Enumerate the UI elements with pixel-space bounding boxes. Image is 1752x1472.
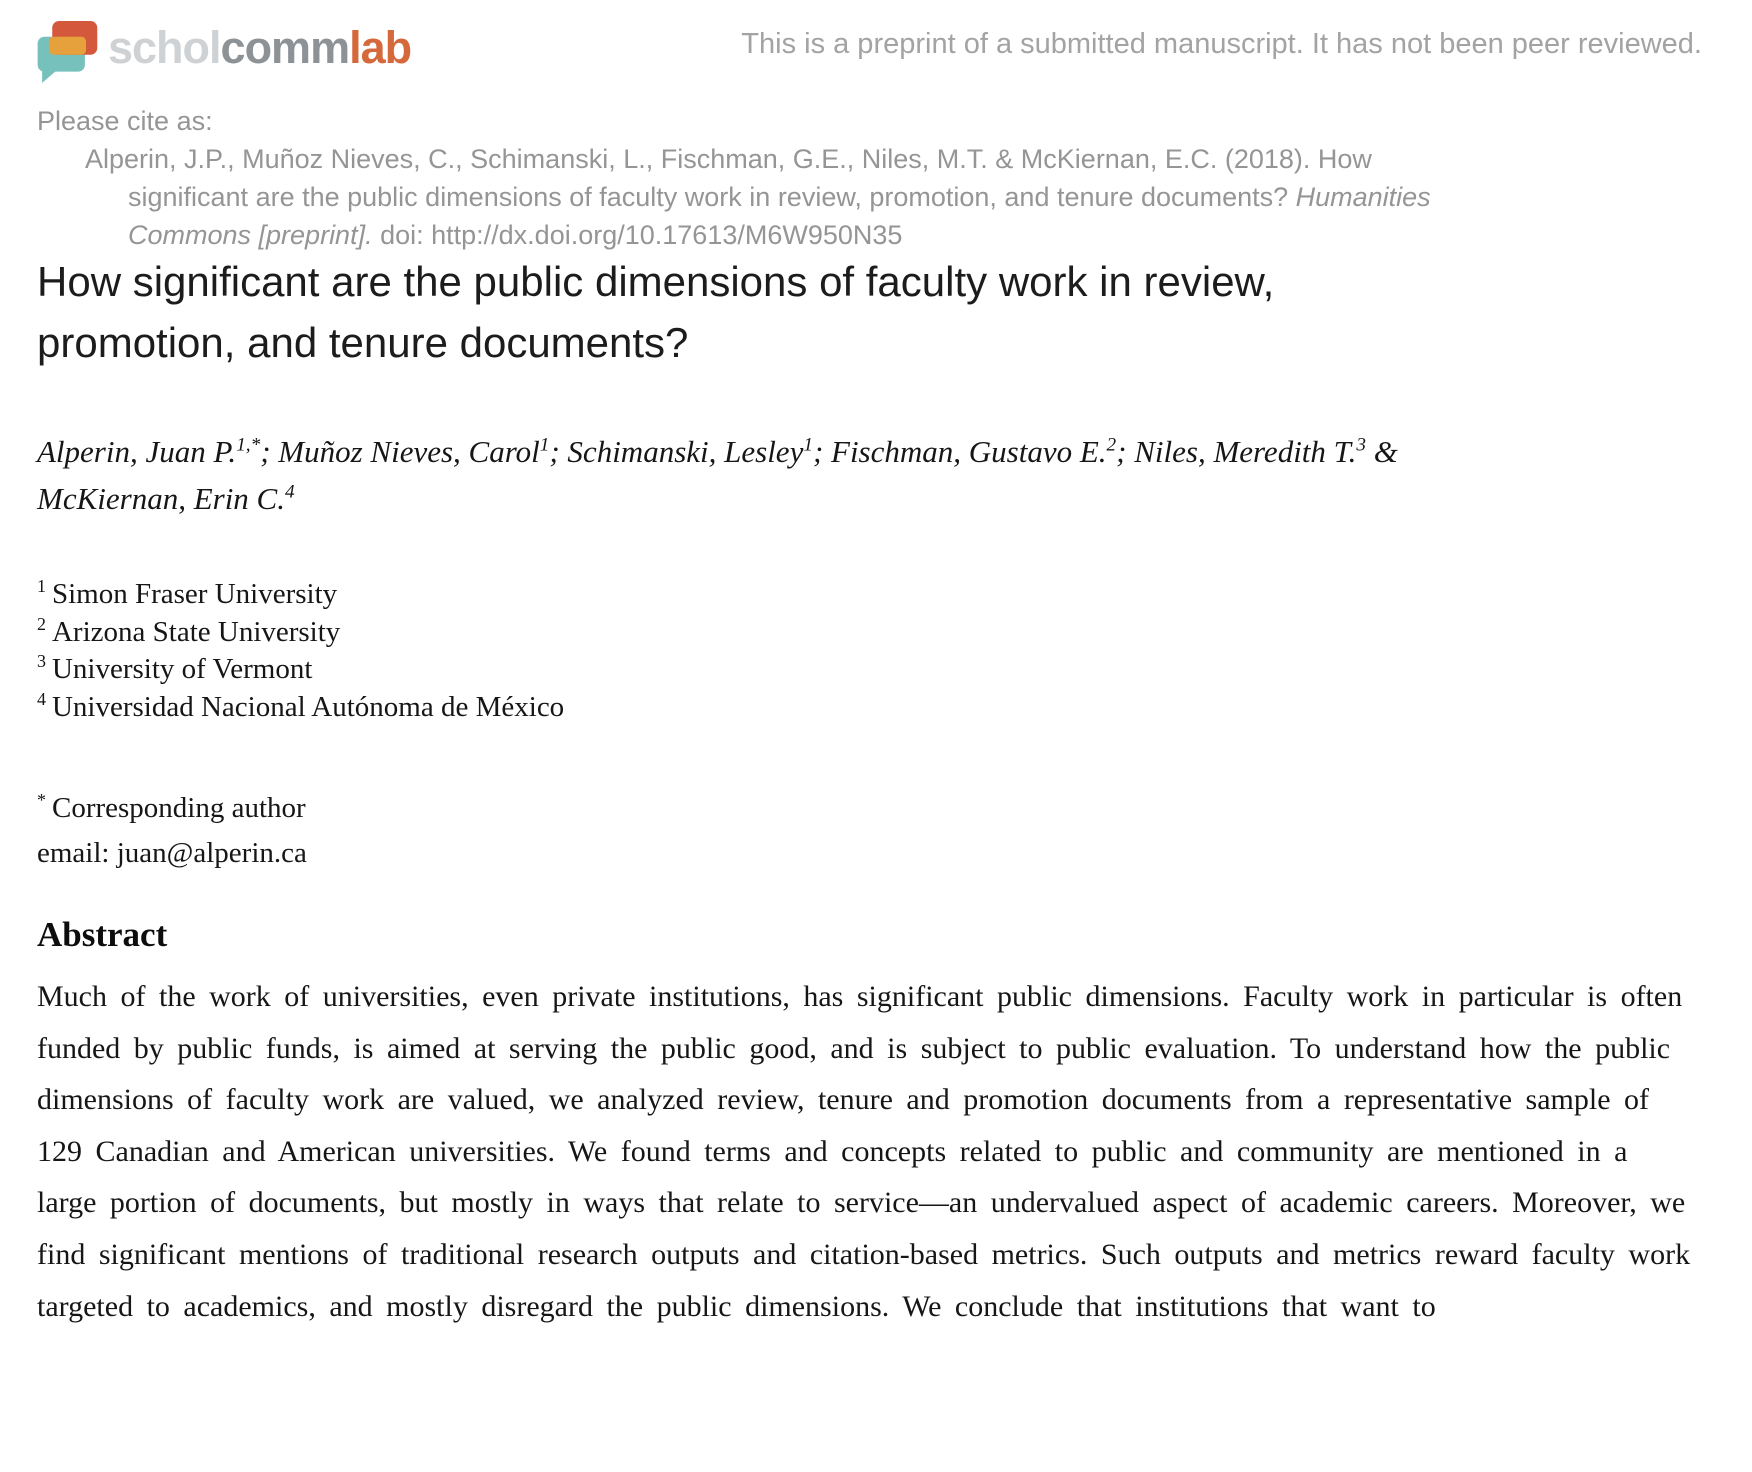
author-affil-marker: 1,* <box>236 434 261 456</box>
speech-bubbles-icon <box>37 12 99 84</box>
author-affil-marker: 2 <box>1106 434 1117 456</box>
corresponding-marker: * <box>37 790 46 811</box>
affiliation-item <box>37 689 1702 727</box>
affiliation-name: Arizona State University <box>51 615 341 648</box>
author-name: ; Schimanski, Lesley <box>549 434 804 469</box>
author-affil-marker: 3 <box>1356 434 1366 456</box>
cite-label: Please cite as: <box>37 106 213 136</box>
affiliation-name: Simon Fraser University <box>51 578 338 610</box>
citation-text: significant are the public dimensions of faculty work in review, promotion, and tenure documents? <box>128 182 1296 212</box>
affiliation-name: University of Vermont <box>51 653 313 685</box>
scholcommlab-logo <box>37 12 411 84</box>
corresponding-author-block <box>37 786 1702 876</box>
preprint-notice: This is a preprint of a submitted manuscript. It has not been peer reviewed. <box>741 28 1702 60</box>
citation-line <box>37 140 1702 178</box>
affiliation-name: Universidad Nacional Autónoma de México <box>51 690 565 723</box>
author-list <box>37 428 1702 522</box>
corresponding-author-line <box>37 786 1702 831</box>
affiliation-marker: 4 <box>37 688 46 709</box>
affiliation-list <box>37 576 1702 726</box>
abstract-text: Much of the work of universities, even private institutions, has significant public dimensions. Faculty work in particular is often funded by public funds, is aimed at serving the public good, and is subject to public evaluation. To understand how the public dimensions of faculty work are valued, we analyzed review, tenure and promotion documents from a representative sample of 129 Canadian and American universities. We found terms and concepts related to public and community are mentioned in a large portion of documents, but mostly in ways that relate to service—an undervalued aspect of academic careers. Moreover, we find significant mentions of traditional research outputs and citation-based metrics. Such outputs and metrics reward faculty work targeted to academics, and mostly disregard the public dimensions. We conclude that institutions that want to <box>37 980 1691 1323</box>
author-separator: & <box>1365 434 1398 469</box>
affiliation-item <box>37 576 1702 614</box>
title-line: promotion, and tenure documents? <box>37 319 689 366</box>
affiliation-marker: 3 <box>37 651 46 672</box>
logo-text-lab: lab <box>349 22 412 73</box>
author-line <box>37 475 1702 522</box>
author-name: Alperin, Juan P. <box>37 434 237 469</box>
logo-wordmark <box>108 12 411 84</box>
author-name: McKiernan, Erin C. <box>37 481 285 516</box>
citation-line <box>37 216 1702 254</box>
affiliation-marker: 1 <box>37 576 46 597</box>
author-name: ; Niles, Meredith T. <box>1116 434 1357 469</box>
corresponding-label: Corresponding author <box>51 792 306 824</box>
doi-link[interactable]: doi: http://dx.doi.org/10.17613/M6W950N35 <box>372 220 903 250</box>
author-affil-marker: 1 <box>539 434 550 456</box>
paper-title <box>37 251 1702 373</box>
corresponding-email-line: email: juan@alperin.ca <box>37 837 307 869</box>
citation-text: Alperin, J.P., Muñoz Nieves, C., Schimanski, L., Fischman, G.E., Niles, M.T. & McKiernan, E.C. (2018). How <box>85 144 1372 174</box>
citation-journal-italic: Commons [preprint]. <box>128 220 373 250</box>
author-affil-marker: 1 <box>803 434 813 456</box>
page-header <box>37 12 1702 84</box>
affiliation-marker: 2 <box>37 613 46 634</box>
title-line: How significant are the public dimensions of faculty work in review, <box>37 258 1275 305</box>
author-name: ; Fischman, Gustavo E. <box>812 434 1107 469</box>
affiliation-item <box>37 651 1702 689</box>
author-affil-marker: 4 <box>285 481 295 503</box>
citation-journal-italic: Humanities <box>1295 182 1431 212</box>
author-line <box>37 428 1702 475</box>
affiliation-item <box>37 614 1702 652</box>
logo-text-schol: schol <box>108 22 221 73</box>
citation-block <box>37 102 1702 254</box>
author-name: ; Muñoz Nieves, Carol <box>260 434 540 469</box>
citation-line <box>37 178 1702 216</box>
logo-text-comm: comm <box>220 22 350 73</box>
abstract-heading: Abstract <box>37 915 168 954</box>
